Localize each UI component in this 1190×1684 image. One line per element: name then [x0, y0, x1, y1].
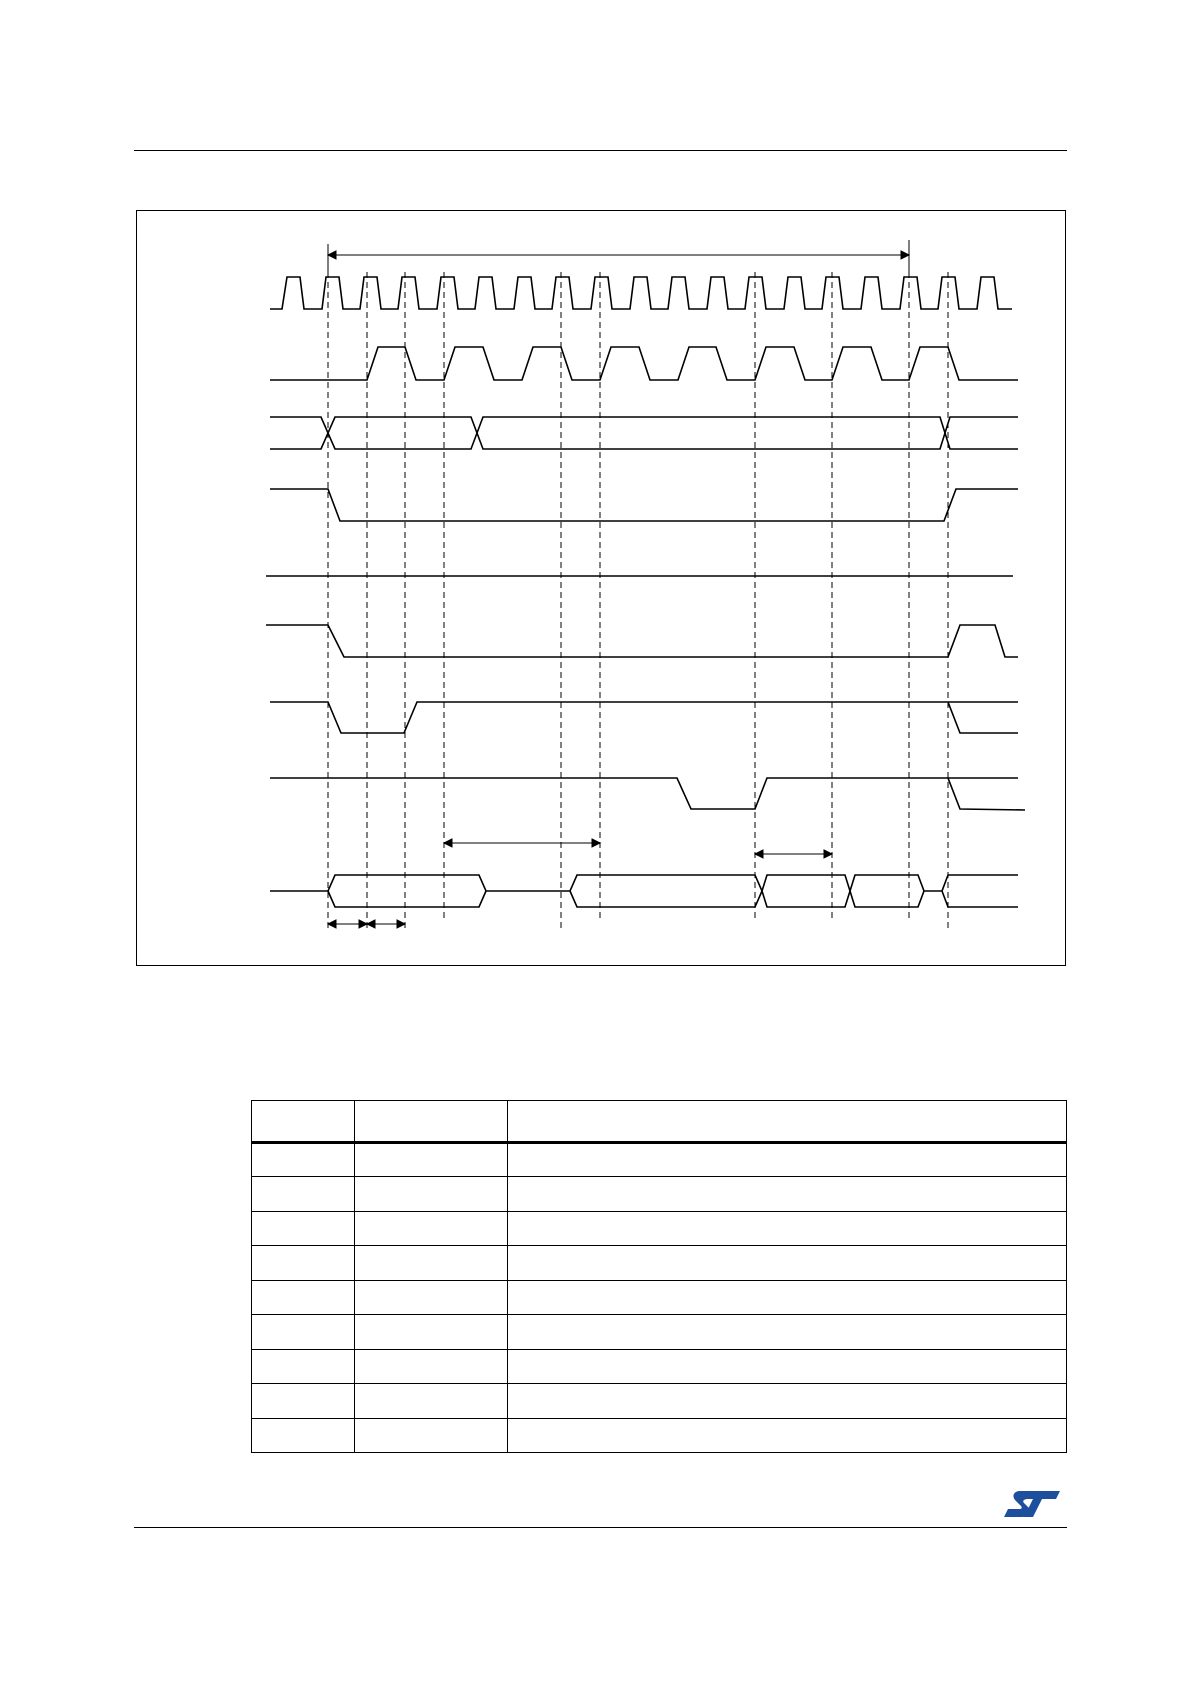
table-row — [252, 1280, 1067, 1314]
bus-waveform-lower — [270, 417, 1018, 449]
table-cell — [252, 1177, 355, 1211]
timing-reference-lines — [328, 272, 948, 930]
interval-arrow-middle-head-right — [592, 839, 600, 847]
table-cell — [508, 1349, 1067, 1383]
signal-pulse-waveform — [270, 347, 1018, 380]
table-header-cell — [508, 1101, 1067, 1143]
table-cell — [355, 1384, 508, 1418]
interval-arrow-bottom-2-head-left — [367, 920, 375, 928]
st-logo-icon — [1002, 1489, 1062, 1519]
interval-arrow-bottom-2-head-right — [397, 920, 405, 928]
table-cell — [355, 1177, 508, 1211]
bus-waveform-upper — [270, 417, 1018, 449]
table-cell — [508, 1143, 1067, 1177]
table-header-row — [252, 1101, 1067, 1143]
table-row — [252, 1315, 1067, 1349]
timing-parameters-table — [251, 1100, 1067, 1453]
interval-arrow-bottom-1-head-left — [328, 920, 336, 928]
interval-arrow-top-head-left — [328, 251, 336, 259]
table-cell — [252, 1384, 355, 1418]
table-cell — [252, 1418, 355, 1453]
table-cell — [252, 1349, 355, 1383]
table-cell — [508, 1280, 1067, 1314]
table-cell — [252, 1211, 355, 1245]
table-cell — [355, 1315, 508, 1349]
table-cell — [508, 1177, 1067, 1211]
table-cell — [355, 1246, 508, 1280]
table-row — [252, 1384, 1067, 1418]
table-cell — [355, 1280, 508, 1314]
timing-interval-arrows — [328, 240, 909, 928]
signal-7-waveform — [270, 702, 1018, 733]
table-row — [252, 1349, 1067, 1383]
table-row — [252, 1143, 1067, 1177]
interval-arrow-middle-head-left — [444, 839, 452, 847]
interval-arrow-right-head-right — [824, 850, 832, 858]
interval-arrow-right-head-left — [755, 850, 763, 858]
timing-waveforms — [266, 277, 1025, 907]
table-header-cell — [252, 1101, 355, 1143]
interval-arrow-bottom-1-head-right — [359, 920, 367, 928]
table-header-cell — [355, 1101, 508, 1143]
table-row — [252, 1418, 1067, 1453]
signal-8-waveform — [270, 778, 1025, 810]
table-cell — [508, 1246, 1067, 1280]
data-bus-waveform-upper — [270, 875, 1018, 891]
signal-6-waveform — [266, 625, 1018, 657]
table-cell — [355, 1211, 508, 1245]
clock-waveform — [270, 277, 1012, 309]
table-cell — [508, 1418, 1067, 1453]
table-cell — [252, 1280, 355, 1314]
table-cell — [252, 1315, 355, 1349]
signal-4-waveform — [270, 489, 1018, 521]
table-cell — [252, 1246, 355, 1280]
table-cell — [355, 1418, 508, 1453]
table-cell — [355, 1143, 508, 1177]
data-bus-waveform-lower — [328, 891, 1018, 907]
table-row — [252, 1246, 1067, 1280]
table-cell — [252, 1143, 355, 1177]
table-cell — [508, 1315, 1067, 1349]
interval-arrow-top-head-right — [901, 251, 909, 259]
table-row — [252, 1177, 1067, 1211]
footer-rule — [134, 1527, 1067, 1528]
table-cell — [508, 1384, 1067, 1418]
table-row — [252, 1211, 1067, 1245]
table-cell — [355, 1349, 508, 1383]
table-cell — [508, 1211, 1067, 1245]
